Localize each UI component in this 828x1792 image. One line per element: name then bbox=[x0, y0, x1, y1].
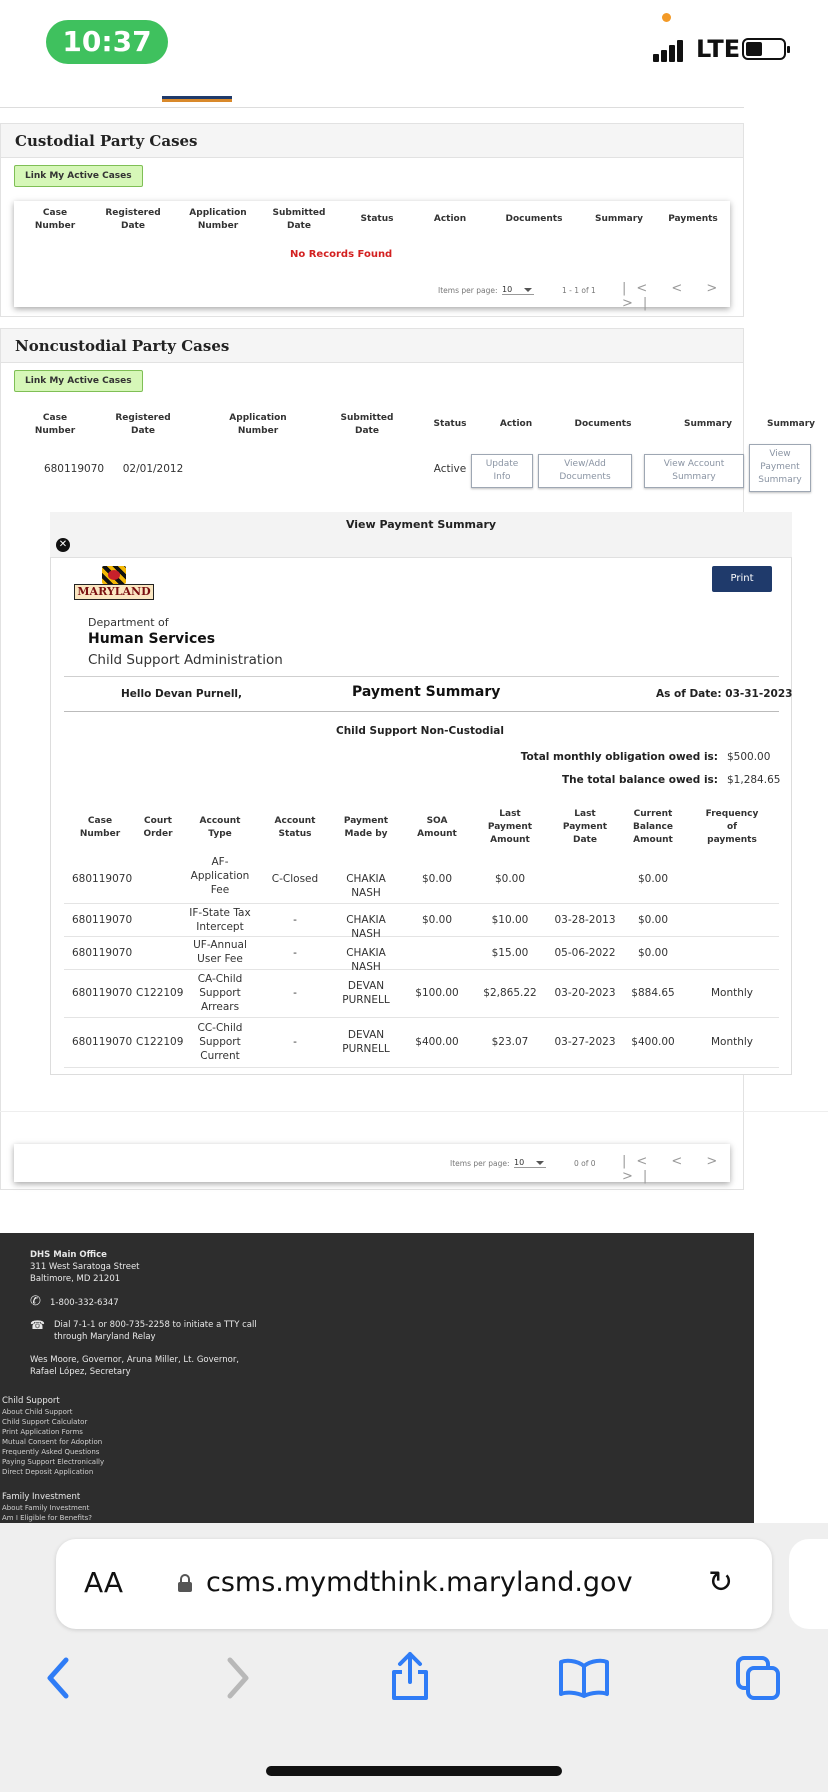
case-status: Active bbox=[433, 463, 467, 475]
column-header: Case Number bbox=[34, 413, 76, 436]
cell-current-balance: $0.00 bbox=[637, 873, 669, 885]
footer-link[interactable]: About Family Investment bbox=[2, 1504, 90, 1512]
column-header: Last Payment Date bbox=[562, 809, 608, 845]
column-header: Status bbox=[433, 419, 467, 429]
footer-link[interactable]: Child Support Calculator bbox=[2, 1418, 88, 1426]
items-per-page-select[interactable]: 10 bbox=[502, 285, 534, 295]
column-header: Application Number bbox=[189, 208, 247, 231]
view-account-summary-button[interactable]: View Account Summary bbox=[644, 454, 744, 488]
noncustodial-table-footer bbox=[14, 1144, 730, 1182]
cell-case-number: 680119070 bbox=[72, 947, 133, 959]
items-per-page-label: Items per page: bbox=[450, 1159, 510, 1168]
row-divider bbox=[64, 1067, 779, 1068]
column-header: Payments bbox=[668, 214, 718, 224]
cell-account-status: C-Closed bbox=[271, 873, 319, 885]
cell-current-balance: $400.00 bbox=[631, 1036, 675, 1048]
network-type: LTE bbox=[696, 35, 741, 63]
camera-indicator-dot bbox=[662, 13, 671, 22]
url-text[interactable]: csms.mymdthink.maryland.gov bbox=[206, 1567, 633, 1598]
next-tab-preview[interactable] bbox=[789, 1539, 828, 1629]
footer-address-line: 311 West Saratoga Street bbox=[30, 1262, 140, 1272]
cell-last-payment-amount: $15.00 bbox=[491, 947, 529, 959]
footer-link[interactable]: Paying Support Electronically bbox=[2, 1458, 105, 1466]
cellular-signal-icon bbox=[653, 38, 691, 62]
divider bbox=[0, 1111, 828, 1112]
divider bbox=[64, 676, 779, 677]
cell-last-payment-date: 03-20-2023 bbox=[554, 987, 616, 999]
column-header: Submitted Date bbox=[340, 413, 394, 436]
department-name: Human Services bbox=[88, 631, 216, 647]
cell-court-order: C122109 bbox=[136, 987, 184, 999]
cell-account-type: CC-Child Support Current bbox=[197, 1022, 243, 1062]
column-header: Summary bbox=[766, 419, 816, 429]
cell-payment-made-by: CHAKIA NASH bbox=[346, 873, 386, 899]
custodial-cases-table bbox=[14, 201, 730, 311]
pagination-nav[interactable]: |< < > >| bbox=[622, 1154, 728, 1184]
total-monthly-obligation-value: $500.00 bbox=[727, 751, 771, 763]
bookmarks-icon[interactable] bbox=[558, 1658, 610, 1698]
column-header: Application Number bbox=[229, 413, 287, 436]
column-header: Documents bbox=[574, 419, 632, 429]
department-of-label: Department of bbox=[88, 616, 169, 629]
tabs-icon[interactable] bbox=[734, 1654, 782, 1702]
no-records-message: No Records Found bbox=[290, 249, 393, 260]
footer-link[interactable]: Print Application Forms bbox=[2, 1428, 83, 1436]
maryland-logo: MARYLAND bbox=[74, 566, 154, 602]
cell-last-payment-date: 03-28-2013 bbox=[554, 914, 616, 926]
footer-link[interactable]: About Child Support bbox=[2, 1408, 73, 1416]
close-icon[interactable]: ✕ bbox=[56, 538, 70, 552]
cell-payment-made-by: DEVAN PURNELL bbox=[342, 1029, 390, 1055]
column-header: Status bbox=[360, 214, 394, 224]
custodial-cases-title: Custodial Party Cases bbox=[15, 132, 198, 150]
noncustodial-table-header bbox=[14, 404, 828, 444]
cell-case-number: 680119070 bbox=[72, 1036, 133, 1048]
payment-row bbox=[64, 1018, 779, 1067]
footer-officials-line: Wes Moore, Governor, Aruna Miller, Lt. Governor, bbox=[30, 1355, 240, 1365]
column-header: Summary bbox=[683, 419, 733, 429]
cell-last-payment-amount: $2,865.22 bbox=[483, 987, 537, 999]
cell-payment-made-by: CHAKIA NASH bbox=[346, 914, 386, 940]
footer-link[interactable]: Frequently Asked Questions bbox=[2, 1448, 100, 1456]
cell-account-status: - bbox=[293, 987, 297, 999]
as-of-date: As of Date: 03-31-2023 bbox=[656, 688, 793, 700]
payment-table-header bbox=[64, 806, 779, 852]
cell-case-number: 680119070 bbox=[72, 987, 133, 999]
link-active-cases-button[interactable]: Link My Active Cases bbox=[14, 370, 143, 392]
divider bbox=[64, 711, 779, 712]
footer-tty-line: through Maryland Relay bbox=[54, 1332, 156, 1342]
payment-summary-title: Payment Summary bbox=[352, 684, 501, 700]
cell-account-status: - bbox=[293, 1036, 297, 1048]
cell-current-balance: $0.00 bbox=[637, 947, 669, 959]
footer-officials-line: Rafael López, Secretary bbox=[30, 1367, 131, 1377]
administration-name: Child Support Administration bbox=[88, 652, 283, 668]
battery-icon bbox=[742, 38, 786, 60]
column-header: Action bbox=[499, 419, 533, 429]
cell-court-order: C122109 bbox=[136, 1036, 184, 1048]
payment-row bbox=[64, 855, 779, 903]
status-time: 10:37 bbox=[46, 20, 168, 64]
column-header: Frequency of payments bbox=[705, 809, 759, 845]
cell-account-status: - bbox=[293, 914, 297, 926]
reload-icon[interactable]: ↻ bbox=[708, 1565, 734, 1600]
cell-payment-made-by: DEVAN PURNELL bbox=[342, 980, 390, 1006]
footer-address-line: Baltimore, MD 21201 bbox=[30, 1274, 121, 1284]
view-add-documents-button[interactable]: View/Add Documents bbox=[538, 454, 632, 488]
cell-last-payment-amount: $10.00 bbox=[491, 914, 529, 926]
column-header: Last Payment Amount bbox=[487, 809, 533, 845]
cell-last-payment-date: 05-06-2022 bbox=[554, 947, 616, 959]
cell-soa-amount: $100.00 bbox=[415, 987, 459, 999]
page-top-strip bbox=[0, 86, 744, 108]
cell-last-payment-amount: $23.07 bbox=[491, 1036, 529, 1048]
column-header: Registered Date bbox=[105, 208, 161, 231]
page-range: 1 - 1 of 1 bbox=[562, 286, 596, 295]
cell-payment-made-by: CHAKIA NASH bbox=[346, 947, 386, 973]
payment-row bbox=[64, 970, 779, 1017]
forward-icon[interactable] bbox=[222, 1656, 254, 1700]
cell-soa-amount: $0.00 bbox=[421, 873, 453, 885]
column-header: Current Balance Amount bbox=[633, 809, 673, 845]
cell-frequency: Monthly bbox=[710, 987, 754, 999]
footer-link[interactable]: Direct Deposit Application bbox=[2, 1468, 94, 1476]
payment-summary-subtitle: Child Support Non-Custodial bbox=[336, 725, 504, 737]
phone-icon: ✆ bbox=[30, 1294, 41, 1309]
footer-link[interactable]: Am I Eligible for Benefits? bbox=[2, 1514, 92, 1522]
update-info-button[interactable]: Update Info bbox=[471, 454, 533, 488]
column-header: Payment Made by bbox=[343, 816, 389, 839]
cell-account-type: IF-State Tax Intercept bbox=[189, 907, 251, 933]
cell-account-type: UF-Annual User Fee bbox=[193, 939, 247, 965]
column-header: Registered Date bbox=[115, 413, 171, 436]
column-header: Account Status bbox=[274, 816, 316, 839]
print-button[interactable]: Print bbox=[712, 566, 772, 592]
total-balance-value: $1,284.65 bbox=[727, 774, 781, 786]
footer-family-title: Family Investment bbox=[2, 1492, 81, 1502]
noncustodial-cases-title: Noncustodial Party Cases bbox=[15, 337, 230, 355]
column-header: Case Number bbox=[34, 208, 76, 231]
view-payment-summary-button[interactable]: View Payment Summary bbox=[749, 444, 811, 492]
link-active-cases-button[interactable]: Link My Active Cases bbox=[14, 165, 143, 187]
payment-row bbox=[64, 904, 779, 940]
greeting: Hello Devan Purnell, bbox=[121, 688, 243, 700]
back-icon[interactable] bbox=[42, 1656, 74, 1700]
cell-soa-amount: $400.00 bbox=[415, 1036, 459, 1048]
column-header: Action bbox=[433, 214, 467, 224]
cell-current-balance: $0.00 bbox=[637, 914, 669, 926]
case-row bbox=[14, 444, 828, 494]
footer-office-title: DHS Main Office bbox=[30, 1250, 107, 1260]
cell-current-balance: $884.65 bbox=[631, 987, 675, 999]
column-header: Account Type bbox=[199, 816, 241, 839]
items-per-page-select[interactable]: 10 bbox=[514, 1158, 546, 1168]
column-header: Court Order bbox=[143, 816, 173, 839]
footer-tty-line: Dial 7-1-1 or 800-735-2258 to initiate a TTY call bbox=[54, 1320, 257, 1330]
site-footer bbox=[0, 1233, 754, 1523]
cell-case-number: 680119070 bbox=[72, 914, 133, 926]
tty-icon: ☎ bbox=[30, 1318, 45, 1332]
registered-date: 02/01/2012 bbox=[122, 463, 184, 475]
pagination-nav[interactable]: |< < > >| bbox=[622, 281, 728, 311]
home-indicator[interactable] bbox=[266, 1766, 562, 1776]
column-header: Case Number bbox=[79, 816, 121, 839]
cell-case-number: 680119070 bbox=[72, 873, 133, 885]
column-header: Summary bbox=[594, 214, 644, 224]
payment-row bbox=[64, 937, 779, 973]
cell-account-type: AF- Application Fee bbox=[190, 856, 250, 896]
cell-account-type: CA-Child Support Arrears bbox=[197, 973, 243, 1013]
column-header: SOA Amount bbox=[417, 816, 457, 839]
payment-summary-dialog-title: View Payment Summary bbox=[345, 518, 497, 531]
column-header: Documents bbox=[505, 214, 563, 224]
cell-last-payment-amount: $0.00 bbox=[494, 873, 526, 885]
share-icon[interactable] bbox=[388, 1650, 432, 1702]
page-range: 0 of 0 bbox=[574, 1159, 596, 1168]
footer-link[interactable]: Mutual Consent for Adoption bbox=[2, 1438, 103, 1446]
footer-child-support-title: Child Support bbox=[2, 1396, 60, 1406]
total-balance-label: The total balance owed is: bbox=[561, 774, 718, 786]
column-header: Submitted Date bbox=[272, 208, 326, 231]
cell-last-payment-date: 03-27-2023 bbox=[554, 1036, 616, 1048]
items-per-page-label: Items per page: bbox=[438, 286, 498, 295]
cell-soa-amount: $0.00 bbox=[421, 914, 453, 926]
footer-phone[interactable]: 1-800-332-6347 bbox=[50, 1298, 119, 1308]
cell-frequency: Monthly bbox=[710, 1036, 754, 1048]
reader-aa-button[interactable]: AA bbox=[84, 1566, 124, 1599]
cell-account-status: - bbox=[293, 947, 297, 959]
total-monthly-obligation-label: Total monthly obligation owed is: bbox=[520, 751, 718, 763]
lock-icon bbox=[178, 1574, 192, 1592]
case-number: 680119070 bbox=[43, 463, 105, 475]
